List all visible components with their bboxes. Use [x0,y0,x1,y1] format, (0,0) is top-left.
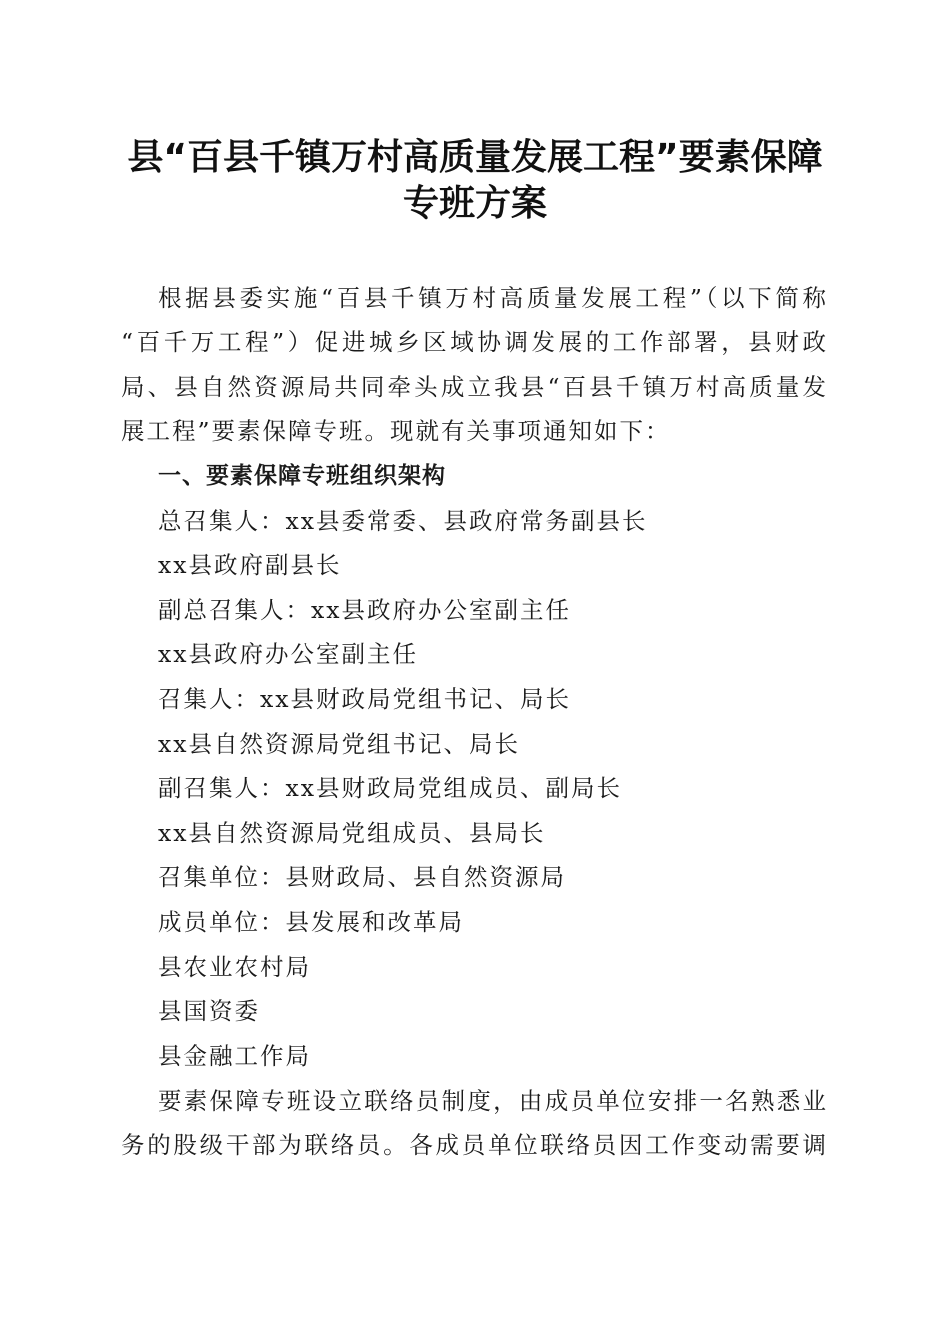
org-line-7: 副召集人：xx县财政局党组成员、副局长 [158,774,623,802]
org-line-8: xx县自然资源局党组成员、县局长 [158,819,546,847]
org-line-9: 召集单位：县财政局、县自然资源局 [158,863,566,891]
intro-line-1: 根据县委实施“百县千镇万村高质量发展工程”（以下简称 [158,284,826,312]
intro-line-3: 局、县自然资源局共同牵头成立我县“百县千镇万村高质量发 [121,373,826,401]
intro-line-2: “百千万工程”）促进城乡区域协调发展的工作部署，县财政 [121,328,826,356]
intro-line-4: 展工程”要素保障专班。现就有关事项通知如下： [121,417,671,445]
org-line-10: 成员单位：县发展和改革局 [158,908,464,936]
document-title-line-1: 县“百县千镇万村高质量发展工程”要素保障 [127,137,823,178]
org-line-6: xx县自然资源局党组书记、局长 [158,730,521,758]
org-line-4: xx县政府办公室副主任 [158,640,419,668]
section-heading-1: 一、要素保障专班组织架构 [158,463,446,489]
closing-line-2: 务的股级干部为联络员。各成员单位联络员因工作变动需要调 [121,1131,826,1159]
closing-line-1: 要素保障专班设立联络员制度，由成员单位安排一名熟悉业 [158,1087,826,1115]
document-title-line-2: 专班方案 [402,183,547,224]
org-line-1: 总召集人：xx县委常委、县政府常务副县长 [158,507,648,535]
org-line-11: 县农业农村局 [158,953,311,981]
org-line-12: 县国资委 [158,997,260,1025]
org-line-2: xx县政府副县长 [158,551,342,579]
org-line-3: 副总召集人：xx县政府办公室副主任 [158,596,572,624]
org-line-13: 县金融工作局 [158,1042,311,1070]
org-line-5: 召集人：xx县财政局党组书记、局长 [158,685,572,713]
